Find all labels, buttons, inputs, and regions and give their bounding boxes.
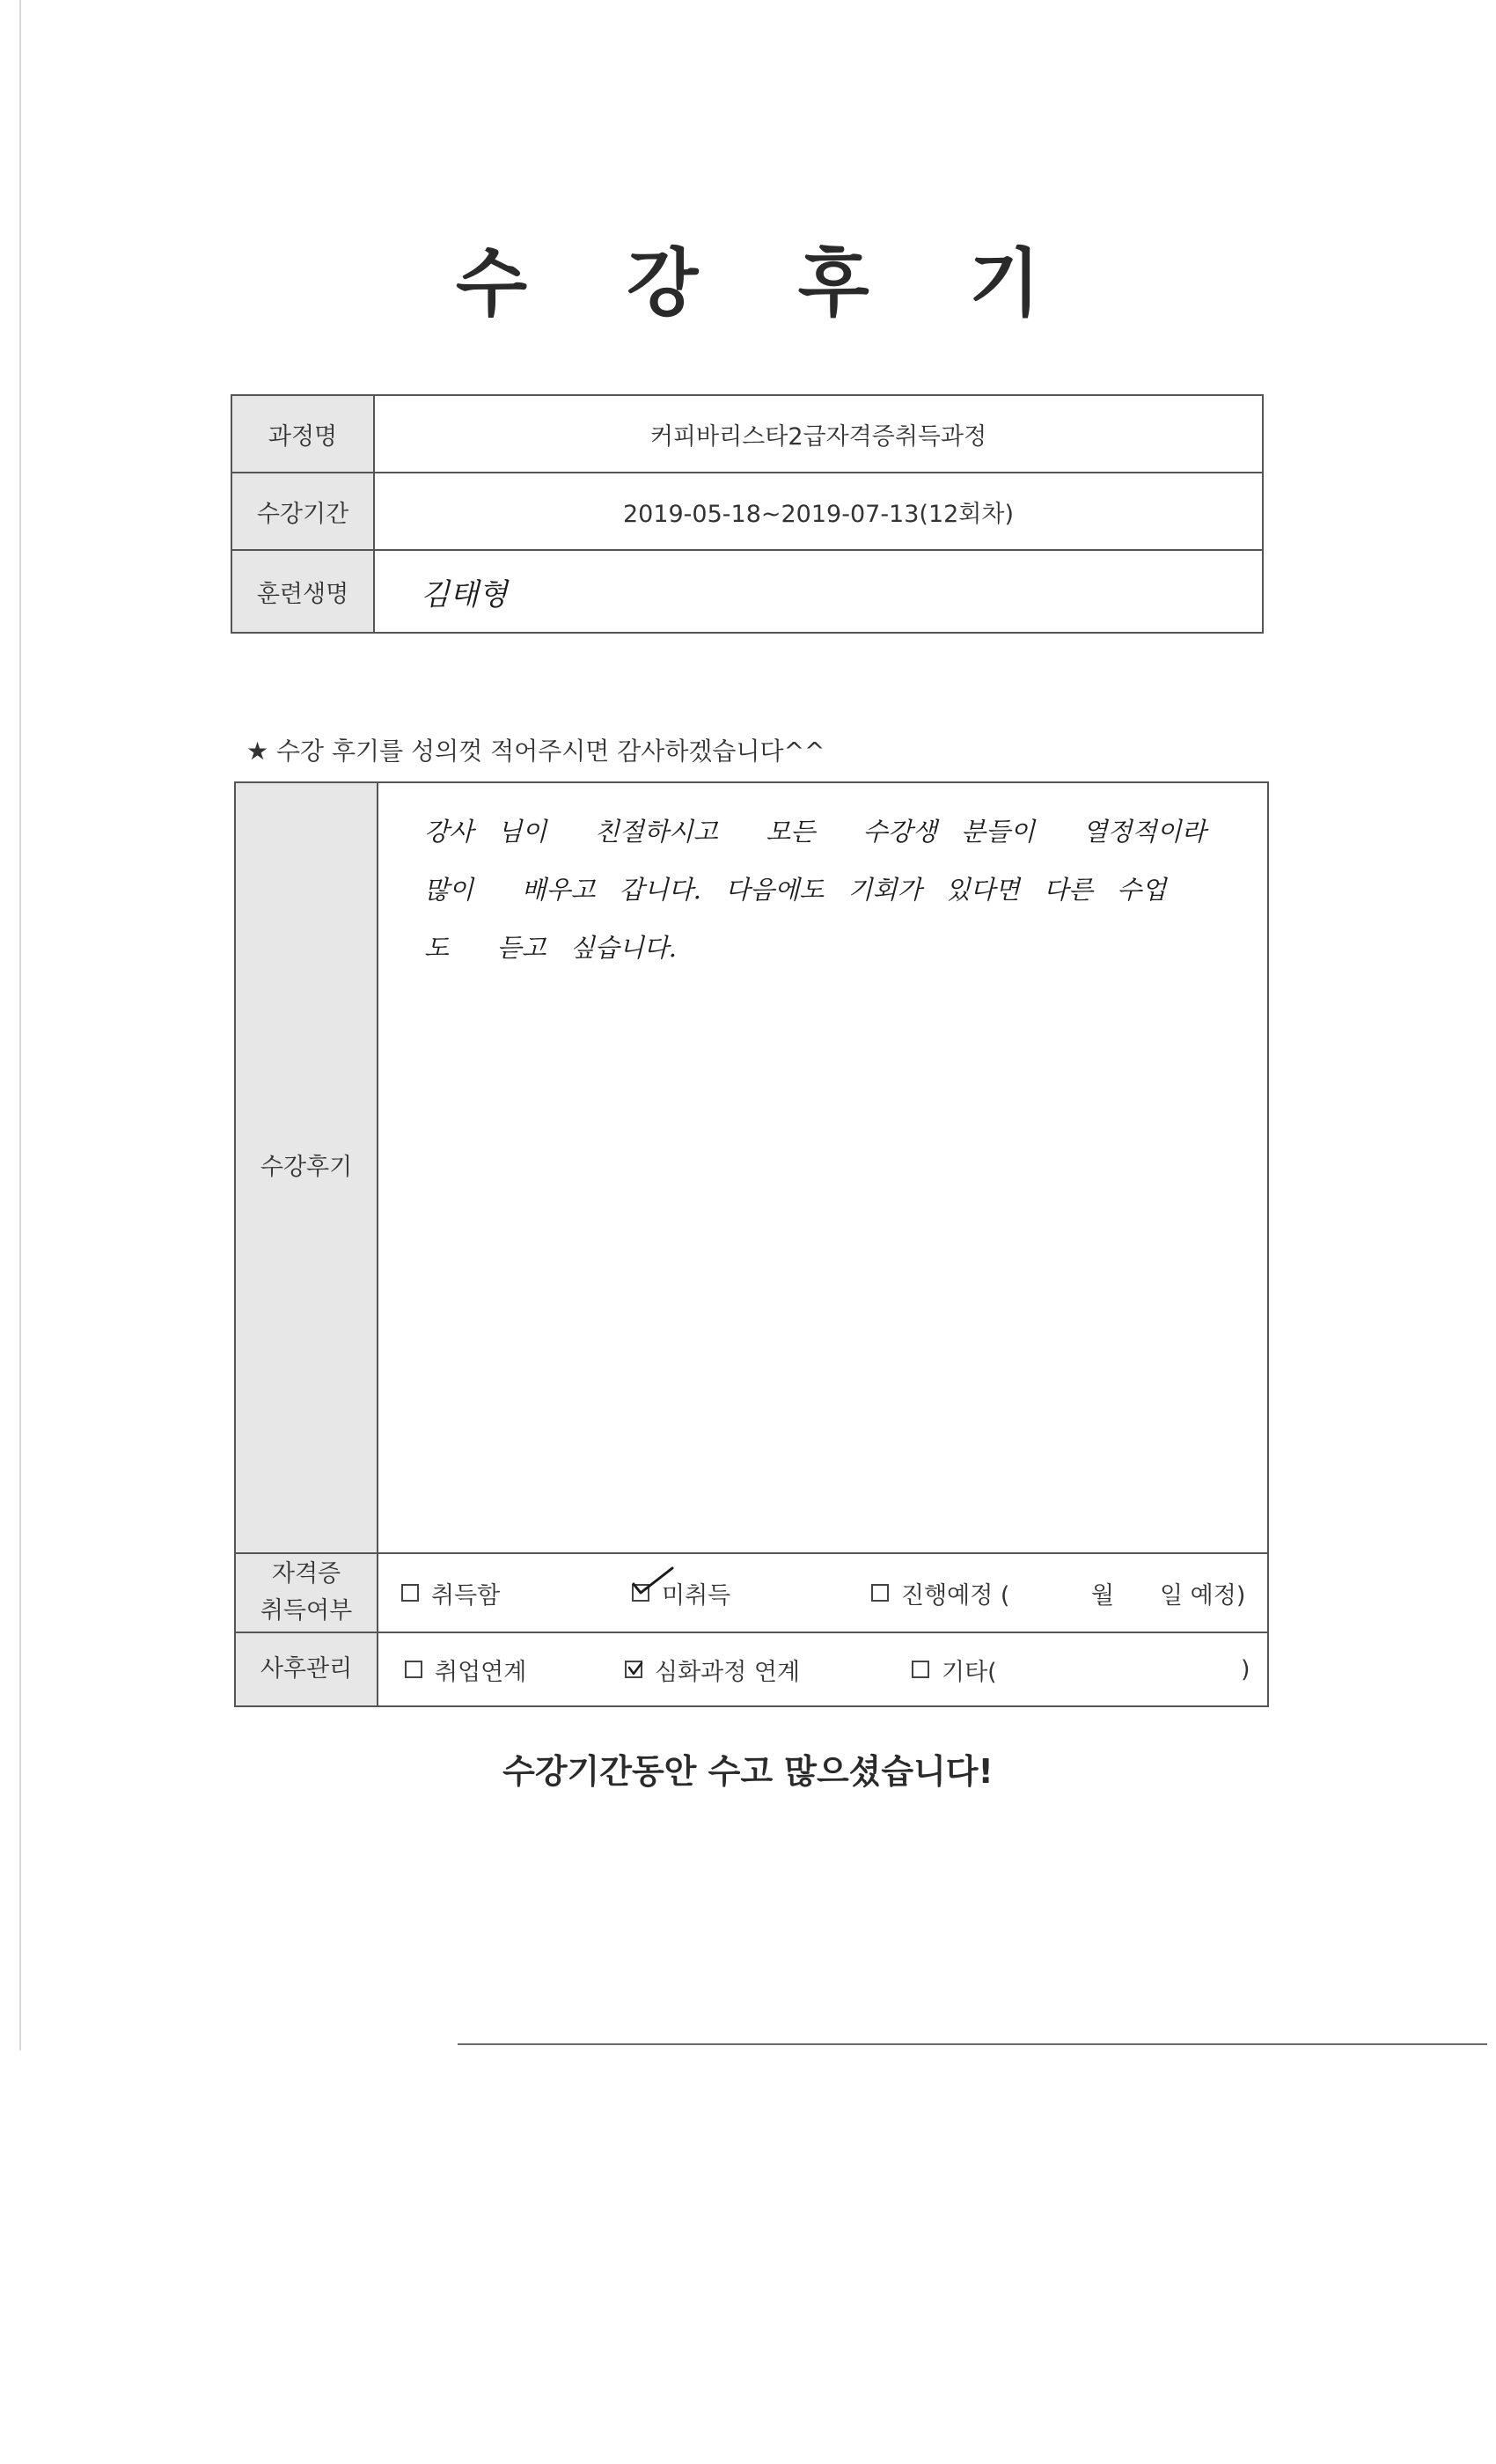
checkbox-advanced[interactable] xyxy=(625,1661,642,1678)
period-row xyxy=(232,473,1262,551)
period-label: 수강기간 xyxy=(232,473,375,549)
closing-message: 수강기간동안 수고 많으셨습니다! xyxy=(502,1752,994,1791)
aftercare-label: 사후관리 xyxy=(236,1633,378,1705)
option-other-close-paren: ) xyxy=(1241,1655,1250,1683)
option-other-label: 기타( xyxy=(942,1658,997,1686)
certificate-row xyxy=(236,1554,1267,1633)
scan-edge-bottom xyxy=(458,2043,1487,2045)
review-handwritten-text xyxy=(424,803,1251,977)
option-in-progress-label: 진행예정 ( xyxy=(901,1581,1010,1610)
aftercare-options xyxy=(378,1633,1267,1705)
certificate-label xyxy=(236,1554,378,1632)
option-not-acquired-label: 미취득 xyxy=(662,1581,731,1610)
option-other-close xyxy=(1241,1633,1250,1705)
review-row xyxy=(236,783,1267,1554)
option-advanced[interactable] xyxy=(625,1633,800,1705)
course-value: 커피바리스타2급자격증취득과정 xyxy=(649,422,987,451)
course-label: 과정명 xyxy=(232,396,375,472)
checkbox-other[interactable] xyxy=(912,1661,929,1678)
review-table xyxy=(234,781,1269,1707)
review-content xyxy=(378,783,1267,1552)
trainee-name-handwritten: 김태형 xyxy=(421,576,508,612)
checkmark-icon xyxy=(627,1661,644,1678)
trainee-row xyxy=(232,551,1262,632)
certificate-label-line2: 취득여부 xyxy=(260,1597,353,1624)
option-not-acquired[interactable] xyxy=(632,1554,730,1632)
review-line-3: 도 듣고 싶습니다. xyxy=(424,933,677,963)
checkbox-acquired[interactable] xyxy=(401,1584,419,1602)
option-acquired[interactable] xyxy=(401,1554,500,1632)
certificate-label-line1: 자격증 xyxy=(271,1560,341,1588)
month-label xyxy=(1091,1554,1114,1632)
review-label: 수강후기 xyxy=(236,783,378,1552)
checkbox-not-acquired[interactable] xyxy=(632,1584,649,1602)
option-job-label: 취업연계 xyxy=(435,1658,527,1686)
day-label-text: 일 예정) xyxy=(1160,1581,1246,1610)
checkbox-in-progress[interactable] xyxy=(871,1584,889,1602)
course-info-table xyxy=(231,394,1264,634)
period-value: 2019-05-18~2019-07-13(12회차) xyxy=(622,500,1015,528)
option-job[interactable] xyxy=(405,1633,526,1705)
instruction-text: ★ 수강 후기를 성의껏 적어주시면 감사하겠습니다^^ xyxy=(246,737,825,766)
option-acquired-label: 취득함 xyxy=(431,1581,501,1610)
month-label-text: 월 xyxy=(1091,1581,1115,1610)
page-title: 수 강 후 기 xyxy=(455,240,1078,326)
certificate-options xyxy=(378,1554,1267,1632)
trainee-label: 훈련생명 xyxy=(232,551,375,632)
day-label xyxy=(1160,1554,1245,1632)
option-advanced-label: 심화과정 연계 xyxy=(655,1658,801,1686)
option-other[interactable] xyxy=(912,1633,997,1705)
aftercare-row xyxy=(236,1633,1267,1705)
review-line-2: 많이 배우고 갑니다. 다음에도 기회가 있다면 다른 수업 xyxy=(424,875,1167,905)
review-line-1: 강사 님이 친절하시고 모든 수강생 분들이 열정적이라 xyxy=(424,817,1206,847)
course-row xyxy=(232,396,1262,473)
checkmark-icon xyxy=(632,1566,676,1598)
checkbox-job[interactable] xyxy=(405,1661,422,1678)
option-in-progress[interactable] xyxy=(871,1554,1009,1632)
